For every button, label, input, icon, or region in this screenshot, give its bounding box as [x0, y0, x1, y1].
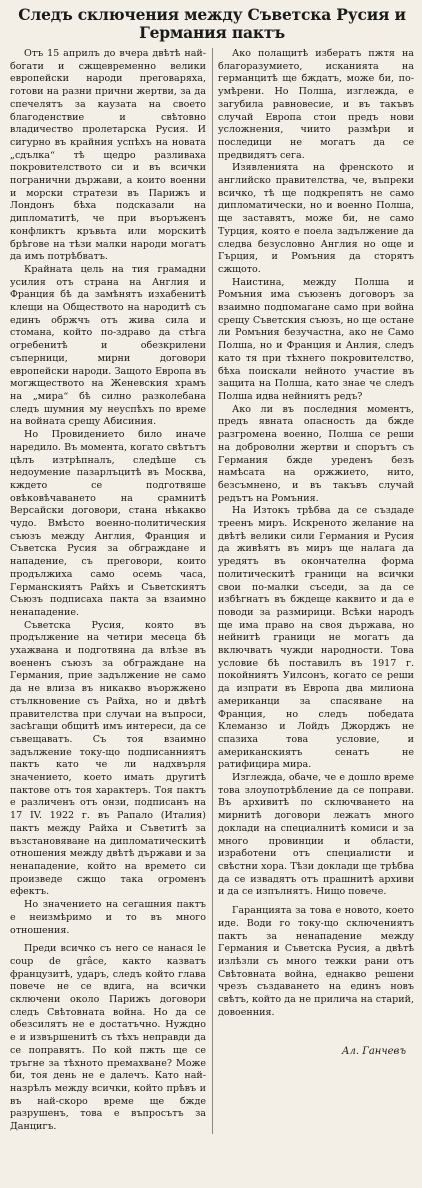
paragraph: Изглежда, обаче, че е дошло време това злоупотрѣбление да се поправи. Въ архивитѣ по сключването на мирнитѣ договори лежатъ много доклади на специалнитѣ комиси и за много провинции и области, изработени отъ специалисти и свѣстни хора. Тѣзи доклади ще трѣбва да се извадятъ отъ прашнитѣ архиви и да се изпълнятъ. Нищо повече. — [218, 772, 414, 898]
paragraph: Но Провидението било иначе наредило. Въ момента, когато свѣтътъ цѣлъ изтрѣпналъ, следѣше съ недоумение пазарлъцитѣ въ Москва, кждето се подготвяше овѣковѣчаването на срамнитѣ Версайски договори, стана нѣкакво чудо. Вмѣсто военно-политическия съюзъ между Англия, Франция и Съветска Русия за обграждане и нападение, съ преговори, които продължиха само осемь часа, Германскиятъ Райхъ и Съветскиятъ Съюзъ подписаха пакта за взаимно ненападение. — [10, 429, 206, 618]
column-divider — [212, 48, 213, 1134]
paragraph: Ако полащитѣ избератъ пжтя на благоразумието, исканията на германцитѣ ще бждатъ, може би, по-умѣрени. Но Полша, изглежда, е загубила равновесие, и въ такъвъ случай Европа стои предъ нови усложнения, чиито размѣри и последици не могатъ да се предвидятъ сега. — [218, 48, 414, 161]
paragraph: Ако ли въ последния моментъ, предъ явната опасность да бжде разгромена военно, Полша се реши на доброволни жертви и спорътъ съ Германия бжде уреденъ безъ намѣсата на оржжието, нито, безсъмнено, и въ такъвъ случай редътъ на Ромъния. — [218, 403, 414, 504]
paragraph: Крайната цель на тия грамадни усилия отъ страна на Англия и Франция бѣ да замѣнятъ изхабенитѣ клещи на Обществото на народитѣ съ единъ обржчъ отъ жива сила и стомана, който по-здраво да стѣга огребенитѣ и обезкрилени съперници, мирни договори европейски народи. Защото Европа въ могжществото на Женевския храмъ на „мира“ бѣ силно разколебана следъ шумния му неуспѣхъ по време на войната срещу Абисиния. — [10, 263, 206, 428]
paragraph: Наистина, между Полша и Ромъния има съюзенъ договоръ за взаимно подпомагане само при война срещу Съветския съюзъ, но ще остане ли Ромъния безучастна, ако не Само Полша, но и Франция и Анлия, следъ като тя при тѣхнего покровителство, бѣха поискали нейното участие въ защита на Полша, като знае че следъ Полша идва нейниятъ редъ? — [218, 276, 414, 402]
paragraph: Съветска Русия, която въ продължение на четири месеца бѣ ухажвана и подготвяна да влѣзе въ воененъ съюзъ за обграждане на Германия, прие задължение не само да не влиза въ никакво въоржжено стълкновение съ Райха, но и двѣтѣ правителства при случаи на въпроси, засѣгащи общитѣ имъ интереси, да се съвещаватъ. Съ тоя взаимно задължение току-що подписанниятъ пактъ като че ли надхвърля значението, което имать другитѣ пактове отъ тоя характеръ. Тоя пактъ е различенъ отъ онзи, подписанъ на 17 IV. 1922 г. въ Рапало (Италия) пактъ между Райха и Съветитѣ за възстановяване на дипломатическитѣ отношения между двѣтѣ държави и за ненападение, който на времето си произведе сжщо така огроменъ ефектъ. — [10, 619, 206, 898]
paragraph: Гаранцията за това е новото, което иде. Води го току-що сключениятъ пактъ за ненападение между Германия и Съветска Русия, а двѣтѣ излѣзли съ много тежки рани отъ Свѣтовната война, еднакво решени чрезъ създаването на единъ новъ свѣтъ, който да не прилича на старий, довоенния. — [218, 905, 414, 1018]
paragraph: Отъ 15 априлъ до вчера двѣтѣ най-богати и сжщевременно велики европейски народи преговаряха, готови на разни прични жертви, за да спечелятъ за каузата на своето благоденствие и свѣтовно владичество пролетарска Русия. И сигурно въ крайния успѣхъ на новата „сдълка“ тѣ щедро разливаха покровителството си и въ всички погранични държави, а които военни и морски стратези въ Парижъ и Лондонъ бѣха подсказали на дипломатитѣ, че при въоръженъ конфликтъ кръвьта или морскитѣ брѣгове на тѣзи малки народи могатъ да имъ потрѣбватъ. — [10, 48, 206, 263]
paragraph: Но значението на сегашния пактъ е неизмѣримо и то въ много отношения. — [10, 899, 206, 936]
left-column — [10, 48, 206, 1134]
paragraph: На Изтокъ трѣбва да се създаде треенъ миръ. Искреното желание на двѣтѣ велики сили Германия и Русия да живѣятъ въ миръ ще налага да уредятъ въ окончателна форма политическитѣ граници на всички свои по-малки съседи, за да се избѣгнатъ въ бждеще каквито и да е поводи за размирици. Всѣки народъ ще има право на своя държава, но нейнитѣ граници не могатъ да включватъ чужди народности. Това условие бѣ поставилъ въ 1917 г. покойниятъ Уилсонъ, когато се реши да изпрати въ Европа два милиона американци за спасяване на Франция, но следъ победата Клеманзо и Лойдъ Джорджъ не спазиха това условие, и американскиятъ сенатъ не ратифицира мира. — [218, 505, 414, 771]
right-column — [218, 48, 414, 1134]
paragraph: Изявленията на френското и английско правителства, че, въпреки всичко, тѣ ще подкрепятъ не само дипломатически, но и военно Полша, ще заставятъ, може би, не само Турция, която е поела задължение да следва безусловно Англия но още и Гърция, и Ромъния да сторятъ сжщото. — [218, 162, 414, 275]
article-body — [10, 48, 414, 1134]
author-signature: Ал. Ганчевъ — [341, 1046, 406, 1058]
paragraph: Преди всичко съ него се нанася le coup de grâce, както казватъ французитѣ, ударъ, следъ който глава повече не се вдига, на всички сключени около Парижъ договори следъ Свѣтовната война. Но да се обезсилятъ не е достатъчно. Нуждно е и извършенитѣ съ тѣхъ неправди да се поправятъ. По кой пжть ще се тръгне за тѣхното премахване? Може би, тоя день не е далечъ. Като най-назрѣлъ между всички, който прѣвъ и въ най-скоро време ще бжде разрушенъ, това е въпросътъ за Данцигъ. — [10, 943, 206, 1133]
article-headline: Следъ сключения между Съветска Русия и Германия пактъ — [18, 5, 406, 42]
